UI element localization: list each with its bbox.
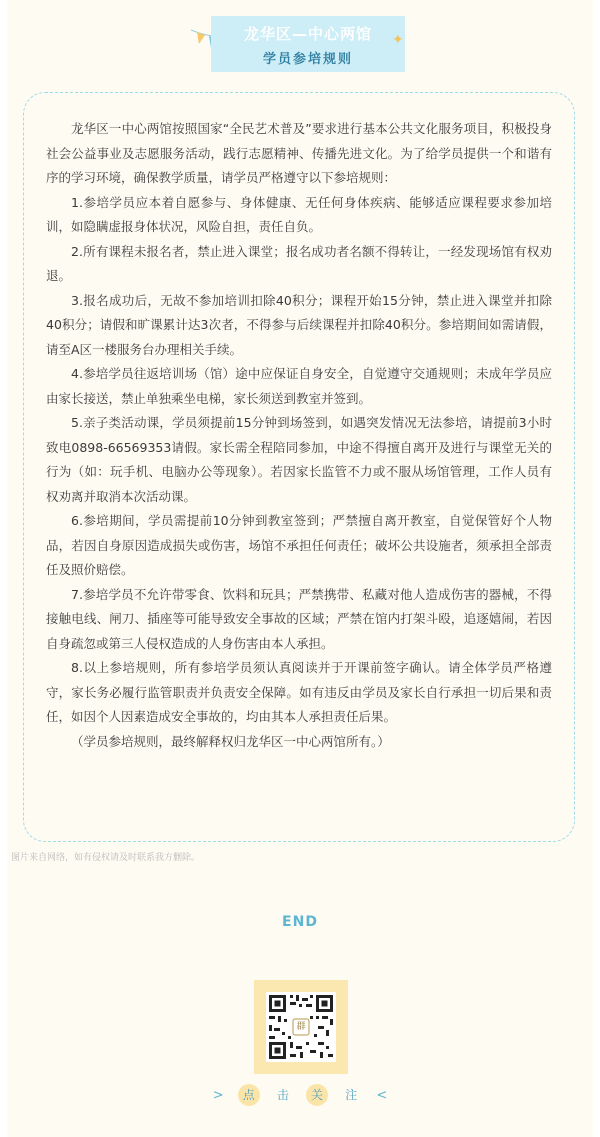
follow-arrow-left: > — [212, 1088, 224, 1103]
sparkle-icon: ✦ — [392, 32, 404, 48]
page-subtitle: 学员参培规则 — [262, 52, 353, 67]
rule-item-5: 5.亲子类活动课，学员须提前15分钟到场签到，如遇突发情况无法参培，请提前3小时致电0898-66569353请假。家长需全程陪同参加，中途不得擅自离开及进行与课堂无关的行为（如：玩手机、电脑办公等现象）。若因家长监管不力或不服从场馆管理，工作人员有权劝离并取消本次活动课。 — [46, 415, 552, 504]
rule-item-6: 6.参培期间，学员需提前10分钟到教室签到；严禁擅自离开教室，自觉保管好个人物品，若因自身原因造成损失或伤害，场馆不承担任何责任；破坏公共设施者，须承担全部责任及照价赔偿。 — [46, 513, 552, 577]
qr-code-frame — [254, 980, 348, 1074]
end-label: END — [282, 914, 318, 930]
follow-char-3: 关 — [306, 1084, 328, 1106]
header-banner — [7, 0, 593, 80]
follow-arrow-right: < — [376, 1088, 388, 1103]
article-page — [7, 0, 593, 1137]
title-box — [211, 16, 405, 72]
rule-item-4: 4.参培学员往返培训场（馆）途中应保证自身安全，自觉遵守交通规则；未成年学员应由家长接送，禁止单独乘坐电梯，家长须送到教室并签到。 — [46, 366, 552, 406]
follow-char-2: 击 — [276, 1088, 289, 1102]
rule-item-1: 1.参培学员应本着自愿参与、身体健康、无任何身体疾病、能够适应课程要求参加培训，如隐瞒虚报身体状况，风险自担，责任自负。 — [46, 194, 552, 234]
rule-item-8: 8.以上参培规则，所有参培学员须认真阅读并于开课前签字确认。请全体学员严格遵守，家长务必履行监管职责并负责安全保障。如有违反由学员及家长自行承担一切后果和责任，如因个人因素造成安全事故的，均由其本人承担责任后果。 — [46, 660, 552, 724]
follow-char-4: 注 — [345, 1088, 358, 1102]
rules-closing: （学员参培规则，最终解释权归龙华区一中心两馆所有。） — [71, 733, 390, 749]
rules-intro: 龙华区一中心两馆按照国家“全民艺术普及”要求进行基本公共文化服务项目，积极投身社会公益事业及志愿服务活动，践行志愿精神、传播先进文化。为了给学员提供一个和谐有序的学习环境，确保教学质量，请学员严格遵守以下参培规则： — [46, 121, 552, 185]
image-credit: 图片来自网络，如有侵权请及时联系我方删除。 — [11, 853, 201, 863]
rule-item-3: 3.报名成功后，无故不参加培训扣除40积分；课程开始15分钟，禁止进入课堂并扣除40积分；请假和旷课累计达3次者，不得参与后续课程并扣除40积分。参培期间如需请假，请至A区一楼服务台办理相关手续。 — [46, 292, 552, 357]
follow-prompt[interactable] — [7, 1084, 593, 1106]
qr-center-glyph: 群 — [296, 1022, 306, 1032]
follow-char-1: 点 — [238, 1084, 260, 1106]
rule-item-7: 7.参培学员不允许带零食、饮料和玩具；严禁携带、私藏对他人造成伤害的器械，不得接触电线、闸刀、插座等可能导致安全事故的区域；严禁在馆内打架斗殴，追逐嬉闹，若因自身疏忽或第三人侵权造成的人身伤害由本人承担。 — [46, 586, 552, 651]
page-title: 龙华区—中心两馆 — [243, 25, 372, 43]
rule-item-2: 2.所有课程未报名者，禁止进入课堂；报名成功者名额不得转让，一经发现场馆有权劝退。 — [46, 243, 552, 283]
rules-box — [23, 92, 575, 842]
